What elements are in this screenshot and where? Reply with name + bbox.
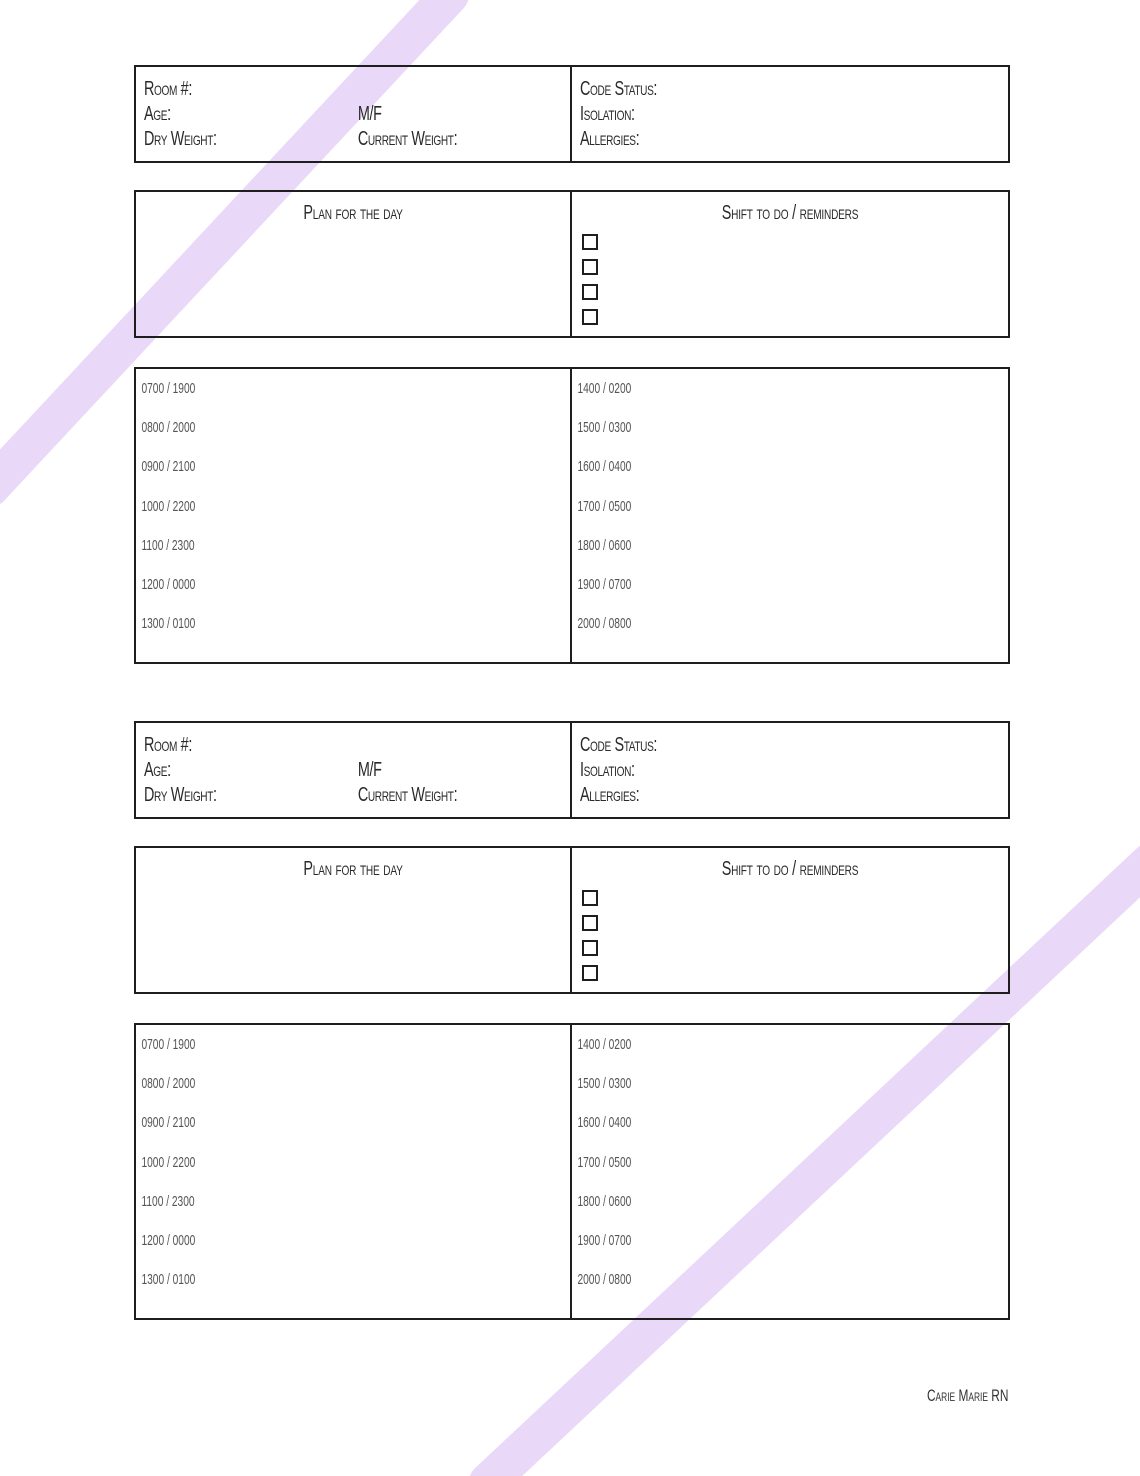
shift-title: Shift to do / reminders bbox=[721, 858, 859, 880]
hour-slot: 1100 / 2300 bbox=[141, 536, 195, 554]
hour-slot: 1300 / 0100 bbox=[141, 1271, 196, 1289]
reminder-item bbox=[582, 960, 1008, 985]
hour-slot: 1300 / 0100 bbox=[141, 615, 196, 633]
hour-slot: 1700 / 0500 bbox=[577, 497, 632, 515]
hour-slot: 0800 / 2000 bbox=[141, 1075, 196, 1093]
hour-slot: 1000 / 2200 bbox=[141, 1153, 196, 1171]
hour-slot: 1800 / 0600 bbox=[577, 1192, 632, 1210]
age-label: Age: bbox=[144, 103, 171, 125]
hour-slot: 1900 / 0700 bbox=[577, 1231, 632, 1249]
hour-slot: 1900 / 0700 bbox=[577, 575, 632, 593]
reminder-item bbox=[582, 254, 1008, 279]
plan-box bbox=[134, 190, 1010, 338]
sex-label: M/F bbox=[357, 103, 382, 125]
hourly-box bbox=[134, 367, 1010, 664]
hour-slot: 1600 / 0400 bbox=[577, 1114, 632, 1132]
checkbox-icon[interactable] bbox=[582, 234, 598, 250]
hour-slot: 0700 / 1900 bbox=[141, 1036, 196, 1053]
dry-weight-label: Dry Weight: bbox=[144, 784, 217, 806]
hour-slot: 1000 / 2200 bbox=[141, 497, 196, 515]
shift-title: Shift to do / reminders bbox=[721, 202, 859, 224]
reminder-item bbox=[582, 935, 1008, 960]
hours-column-left bbox=[136, 369, 572, 662]
isolation-label: Isolation: bbox=[580, 759, 635, 781]
hour-slot: 0900 / 2100 bbox=[141, 458, 196, 476]
checkbox-icon[interactable] bbox=[582, 890, 598, 906]
hour-slot: 2000 / 0800 bbox=[577, 1271, 632, 1289]
isolation-label: Isolation: bbox=[580, 103, 635, 125]
patient-info-box bbox=[134, 721, 1010, 819]
hourly-box bbox=[134, 1023, 1010, 1320]
allergies-label: Allergies: bbox=[580, 784, 640, 806]
reminder-checklist bbox=[582, 229, 1008, 329]
checkbox-icon[interactable] bbox=[582, 259, 598, 275]
hour-slot: 1600 / 0400 bbox=[577, 458, 632, 476]
hour-slot: 1500 / 0300 bbox=[577, 419, 632, 437]
hours-column-right bbox=[572, 369, 1008, 662]
hour-slot: 1400 / 0200 bbox=[577, 380, 632, 397]
hours-column-right bbox=[572, 1025, 1008, 1318]
checkbox-icon[interactable] bbox=[582, 284, 598, 300]
hour-slot: 1700 / 0500 bbox=[577, 1153, 632, 1171]
hour-slot: 1800 / 0600 bbox=[577, 536, 632, 554]
plan-box bbox=[134, 846, 1010, 994]
hour-slot: 1200 / 0000 bbox=[141, 1231, 196, 1249]
reminder-item bbox=[582, 910, 1008, 935]
plan-title: Plan for the day bbox=[303, 202, 403, 224]
checkbox-icon[interactable] bbox=[582, 309, 598, 325]
room-label: Room #: bbox=[144, 734, 192, 756]
checkbox-icon[interactable] bbox=[582, 915, 598, 931]
current-weight-label: Current Weight: bbox=[357, 128, 458, 150]
hour-slot: 1200 / 0000 bbox=[141, 575, 196, 593]
hour-slot: 0800 / 2000 bbox=[141, 419, 196, 437]
checkbox-icon[interactable] bbox=[582, 940, 598, 956]
checkbox-icon[interactable] bbox=[582, 965, 598, 981]
hour-slot: 1100 / 2300 bbox=[141, 1192, 195, 1210]
hour-slot: 2000 / 0800 bbox=[577, 615, 632, 633]
reminder-item bbox=[582, 229, 1008, 254]
footer-signature: Carie Marie RN bbox=[926, 1386, 1008, 1405]
dry-weight-label: Dry Weight: bbox=[144, 128, 217, 150]
hours-column-left bbox=[136, 1025, 572, 1318]
current-weight-label: Current Weight: bbox=[357, 784, 458, 806]
reminder-checklist bbox=[582, 885, 1008, 985]
allergies-label: Allergies: bbox=[580, 128, 640, 150]
plan-title: Plan for the day bbox=[303, 858, 403, 880]
code-status-label: Code Status: bbox=[580, 78, 658, 100]
reminder-item bbox=[582, 885, 1008, 910]
code-status-label: Code Status: bbox=[580, 734, 658, 756]
hour-slot: 1500 / 0300 bbox=[577, 1075, 632, 1093]
age-label: Age: bbox=[144, 759, 171, 781]
room-label: Room #: bbox=[144, 78, 192, 100]
sex-label: M/F bbox=[357, 759, 382, 781]
patient-info-box bbox=[134, 65, 1010, 163]
hour-slot: 0700 / 1900 bbox=[141, 380, 196, 397]
hour-slot: 0900 / 2100 bbox=[141, 1114, 196, 1132]
reminder-item bbox=[582, 279, 1008, 304]
hour-slot: 1400 / 0200 bbox=[577, 1036, 632, 1053]
reminder-item bbox=[582, 304, 1008, 329]
